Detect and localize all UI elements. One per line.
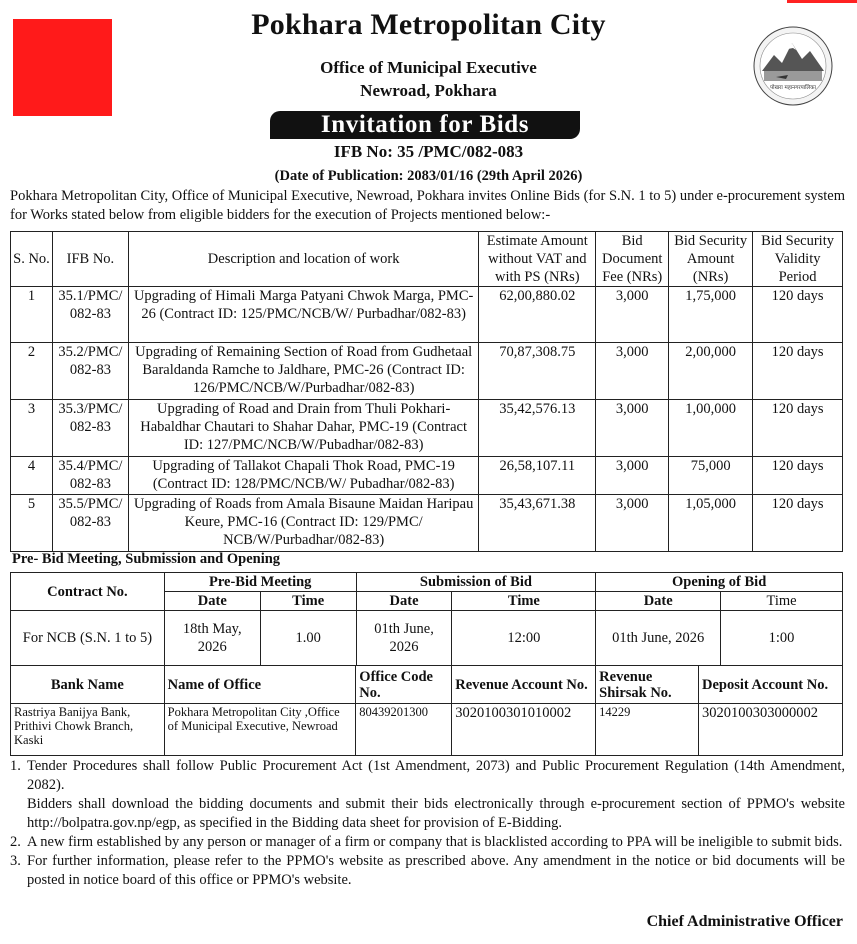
cell-deposit: 3020100303000002 <box>699 704 843 756</box>
cell-estimate: 62,00,880.02 <box>479 287 596 343</box>
col-header-prebid: Pre-Bid Meeting <box>164 573 356 592</box>
cell-shirsak: 14229 <box>596 704 699 756</box>
cell-ifb: 35.3/PMC/ 082-83 <box>52 400 128 457</box>
works-header-row <box>11 232 843 287</box>
intro-paragraph: Pokhara Metropolitan City, Office of Municipal Executive, Newroad, Pokhara invites Online Bids (for S.N. 1 to 5) under e-procurement system for Works stated below from eligible bidders for the execution of Projects mentioned below:- <box>10 188 845 223</box>
col-header-date: Date <box>356 592 452 611</box>
note-text: Tender Procedures shall follow Public Procurement Act (1st Amendment, 2073) and Public Procurement Regulation (14th Amendment, 2082). <box>27 758 845 793</box>
ifb-number: IFB No: 35 /PMC/082-083 <box>333 142 524 161</box>
office-address: Newroad, Pokhara <box>360 81 497 100</box>
col-header-deposit: Deposit Account No. <box>699 666 843 704</box>
cell-desc: Upgrading of Roads from Amala Bisaune Maidan Haripau Keure, PMC-16 (Contract ID: 129/PMC/ NCB/W/Purbadhar/082-83) <box>128 495 478 552</box>
page-title: Pokhara Metropolitan City <box>251 8 606 41</box>
cell-code: 80439201300 <box>356 704 452 756</box>
col-header-sn: S. No. <box>11 232 53 287</box>
col-header-revenue: Revenue Account No. <box>452 666 596 704</box>
list-item <box>10 833 845 852</box>
table-row <box>11 343 843 400</box>
cell-ifb: 35.2/PMC/ 082-83 <box>52 343 128 400</box>
cell-prebid-date: 18th May, 2026 <box>164 611 260 666</box>
col-header-submission: Submission of Bid <box>356 573 596 592</box>
note-number: 3. <box>10 853 21 869</box>
col-header-office: Name of Office <box>164 666 356 704</box>
col-header-desc: Description and location of work <box>128 232 478 287</box>
cell-desc: Upgrading of Tallakot Chapali Thok Road, PMC-19 (Contract ID: 128/PMC/NCB/W/ Pubadhar/082-83) <box>128 457 478 495</box>
cell-fee: 3,000 <box>596 400 669 457</box>
cell-ifb: 35.5/PMC/ 082-83 <box>52 495 128 552</box>
cell-opening-date: 01th June, 2026 <box>596 611 721 666</box>
table-row <box>11 611 843 666</box>
table-row <box>11 704 843 756</box>
col-header-validity: Bid Security Validity Period <box>753 232 843 287</box>
cell-prebid-time: 1.00 <box>260 611 356 666</box>
table-row <box>11 400 843 457</box>
schedule-section-title: Pre- Bid Meeting, Submission and Opening <box>12 551 281 567</box>
schedule-header-row <box>11 573 843 592</box>
cell-ifb: 35.1/PMC/ 082-83 <box>52 287 128 343</box>
cell-security: 75,000 <box>669 457 753 495</box>
cell-submission-date: 01th June, 2026 <box>356 611 452 666</box>
note-text: Bidders shall download the bidding documents and submit their bids electronically through e-procurement section of PPMO's website http://bolpatra.gov.np/egp, as specified in the Bidding data sheet for provision of E-Bidding. <box>27 796 845 831</box>
table-row <box>11 495 843 552</box>
cell-sn: 4 <box>11 457 53 495</box>
invitation-banner: Invitation for Bids <box>270 111 580 139</box>
col-header-opening: Opening of Bid <box>596 573 843 592</box>
cell-estimate: 70,87,308.75 <box>479 343 596 400</box>
cell-sn: 2 <box>11 343 53 400</box>
cell-estimate: 35,42,576.13 <box>479 400 596 457</box>
cell-revenue: 3020100301010002 <box>452 704 596 756</box>
works-table <box>10 231 843 552</box>
col-header-time: Time <box>260 592 356 611</box>
cell-fee: 3,000 <box>596 287 669 343</box>
notes-list <box>10 757 845 890</box>
cell-bank: Rastriya Banijya Bank, Prithivi Chowk Branch, Kaski <box>11 704 165 756</box>
municipal-seal-logo <box>752 25 834 107</box>
note-number: 1. <box>10 758 21 774</box>
col-header-ifb: IFB No. <box>52 232 128 287</box>
publication-date: (Date of Publication: 2083/01/16 (29th April 2026) <box>274 168 583 184</box>
cell-validity: 120 days <box>753 400 843 457</box>
list-item <box>10 795 845 833</box>
col-header-code: Office Code No. <box>356 666 452 704</box>
cell-security: 1,00,000 <box>669 400 753 457</box>
cell-sn: 5 <box>11 495 53 552</box>
col-header-time: Time <box>721 592 843 611</box>
col-header-date: Date <box>596 592 721 611</box>
col-header-date: Date <box>164 592 260 611</box>
cell-opening-time: 1:00 <box>721 611 843 666</box>
table-row <box>11 287 843 343</box>
cell-desc: Upgrading of Remaining Section of Road from Gudhetaal Baraldanda Ramche to Jaldhare, PMC-26 (Contract ID: 126/PMC/NCB/W/Purbadhar/082-83) <box>128 343 478 400</box>
office-name: Office of Municipal Executive <box>320 58 537 77</box>
signature-title: Chief Administrative Officer <box>646 913 843 930</box>
col-header-bank: Bank Name <box>11 666 165 704</box>
cell-desc: Upgrading of Road and Drain from Thuli Pokhari- Habaldhar Chautari to Shahar Dahar, PMC-19 (Contract ID: 127/PMC/NCB/W/Pubadhar/082-83) <box>128 400 478 457</box>
note-number: 2. <box>10 834 21 850</box>
cell-desc: Upgrading of Himali Marga Patyani Chwok Marga, PMC-26 (Contract ID: 125/PMC/NCB/W/ Purbadhar/082-83) <box>128 287 478 343</box>
cell-estimate: 26,58,107.11 <box>479 457 596 495</box>
cell-validity: 120 days <box>753 287 843 343</box>
schedule-table <box>10 572 843 666</box>
col-header-time: Time <box>452 592 596 611</box>
table-row <box>11 457 843 495</box>
cell-validity: 120 days <box>753 457 843 495</box>
cell-office: Pokhara Metropolitan City ,Office of Municipal Executive, Newroad <box>164 704 356 756</box>
cell-security: 1,75,000 <box>669 287 753 343</box>
bank-table <box>10 665 843 756</box>
note-text: For further information, please refer to the PPMO's website as prescribed above. Any amendment in the notice or bid documents will be posted in notice board of this office or PPMO's website. <box>27 853 845 888</box>
col-header-contract: Contract No. <box>11 573 165 611</box>
corner-red-mark <box>787 0 857 3</box>
note-text: A new firm established by any person or manager of a firm or company that is blacklisted according to PPA will be ineligible to submit bids. <box>27 834 843 850</box>
cell-sn: 3 <box>11 400 53 457</box>
cell-security: 1,05,000 <box>669 495 753 552</box>
list-item <box>10 852 845 890</box>
cell-sn: 1 <box>11 287 53 343</box>
cell-ifb: 35.4/PMC/ 082-83 <box>52 457 128 495</box>
seal-caption: पोखरा महानगरपालिका <box>770 85 816 91</box>
cell-validity: 120 days <box>753 495 843 552</box>
col-header-shirsak: Revenue Shirsak No. <box>596 666 699 704</box>
col-header-estimate: Estimate Amount without VAT and with PS (NRs) <box>479 232 596 287</box>
cell-estimate: 35,43,671.38 <box>479 495 596 552</box>
col-header-fee: Bid Document Fee (NRs) <box>596 232 669 287</box>
cell-fee: 3,000 <box>596 495 669 552</box>
col-header-security: Bid Security Amount (NRs) <box>669 232 753 287</box>
cell-fee: 3,000 <box>596 457 669 495</box>
bank-header-row <box>11 666 843 704</box>
list-item <box>10 757 845 795</box>
cell-fee: 3,000 <box>596 343 669 400</box>
cell-validity: 120 days <box>753 343 843 400</box>
cell-security: 2,00,000 <box>669 343 753 400</box>
cell-contract: For NCB (S.N. 1 to 5) <box>11 611 165 666</box>
cell-submission-time: 12:00 <box>452 611 596 666</box>
